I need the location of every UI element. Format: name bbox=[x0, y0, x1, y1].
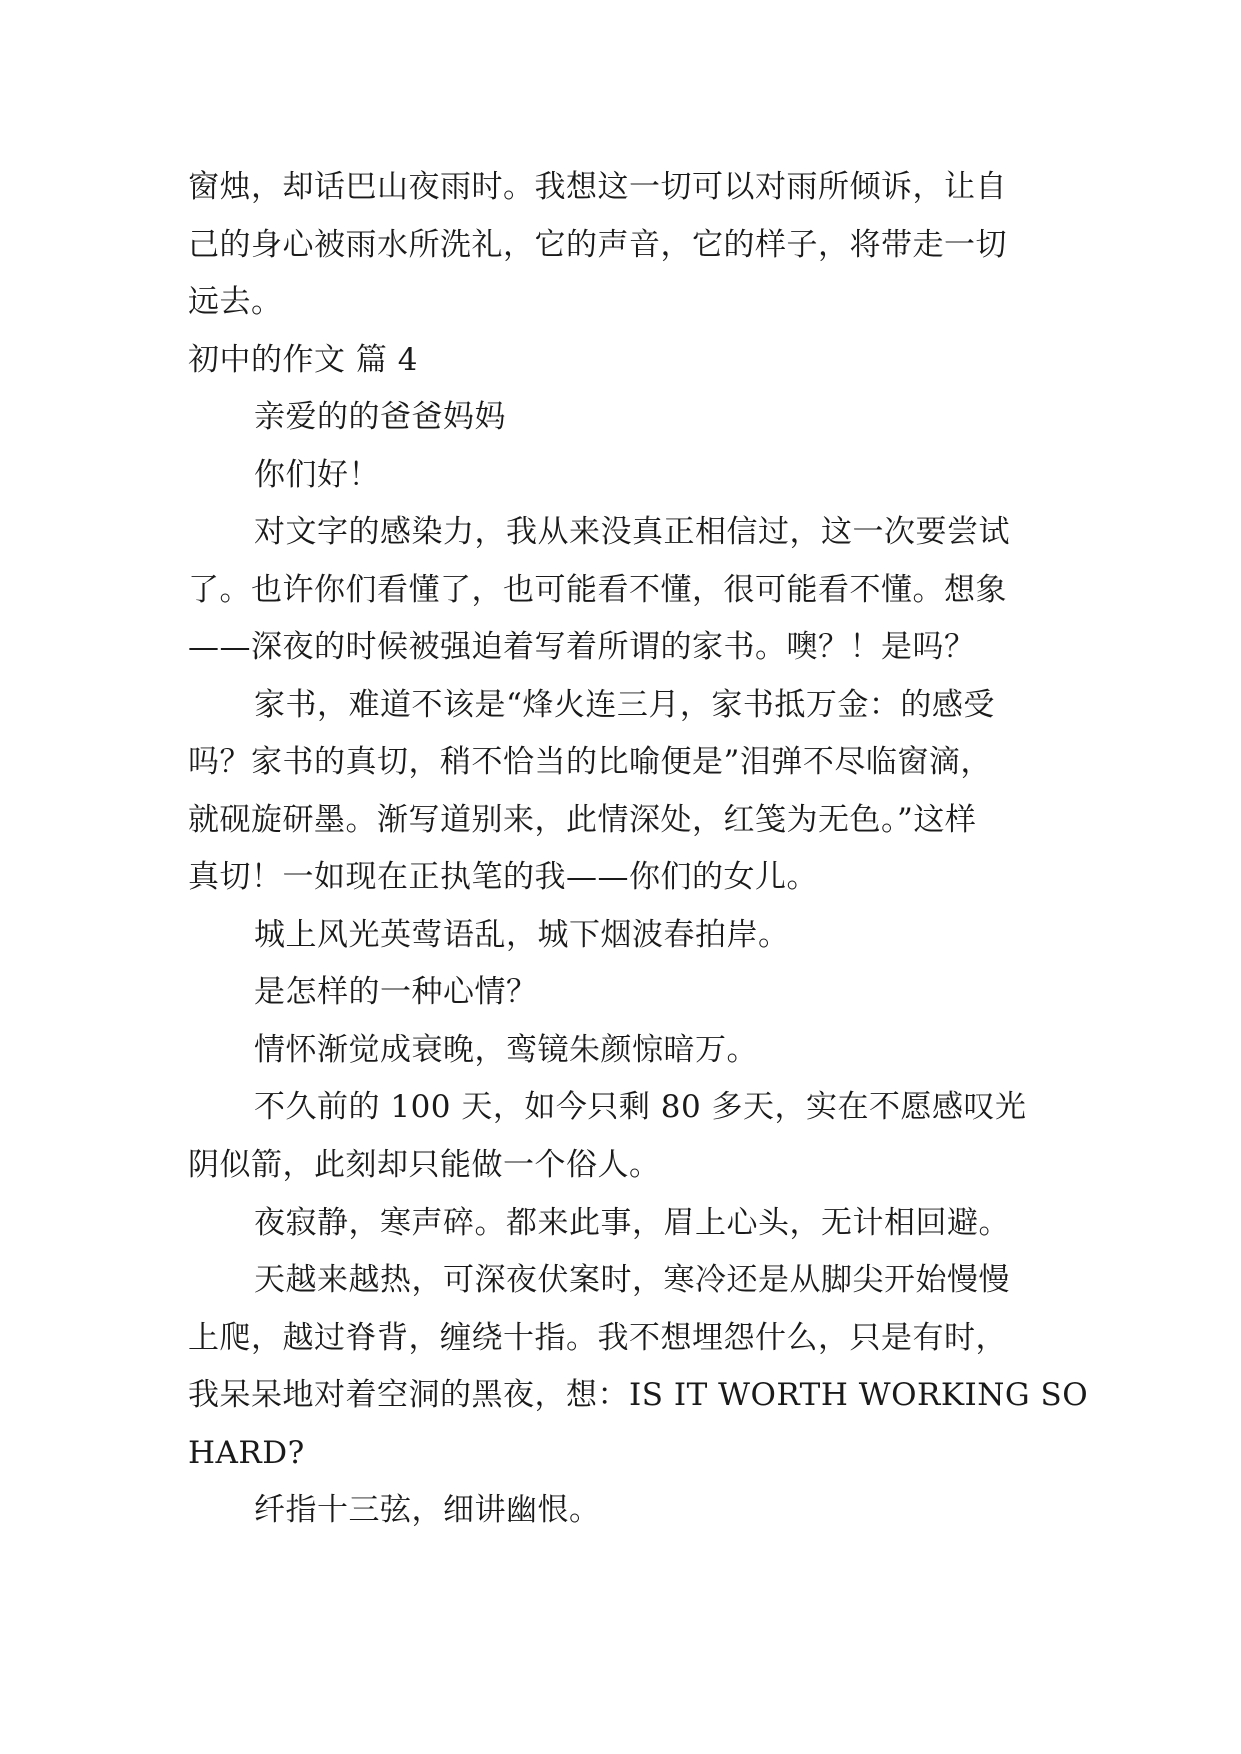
text-line: 阴似箭，此刻却只能做一个俗人。 bbox=[188, 1147, 661, 1183]
text-line: 了。也许你们看懂了，也可能看不懂，很可能看不懂。想象 bbox=[188, 572, 1007, 608]
section-heading: 初中的作文 篇 4 bbox=[188, 342, 418, 378]
text-line: 就砚旋研墨。渐写道别来，此情深处，红笺为无色。”这样 bbox=[188, 802, 977, 838]
text-line: 对文字的感染力，我从来没真正相信过，这一次要尝试 bbox=[254, 514, 1010, 550]
text-line: 上爬，越过脊背，缠绕十指。我不想埋怨什么，只是有时， bbox=[188, 1320, 1007, 1356]
text-line: 情怀渐觉成衰晚，鸾镜朱颜惊暗万。 bbox=[254, 1032, 758, 1068]
text-line: 夜寂静，寒声碎。都来此事，眉上心头，无计相回避。 bbox=[254, 1205, 1010, 1241]
greeting: 你们好！ bbox=[254, 457, 380, 493]
salutation: 亲爱的的爸爸妈妈 bbox=[254, 399, 506, 435]
text-line: 窗烛，却话巴山夜雨时。我想这一切可以对雨所倾诉，让自 bbox=[188, 169, 1007, 205]
text-line: 不久前的 100 天，如今只剩 80 多天，实在不愿感叹光 bbox=[254, 1089, 1027, 1125]
text-line: 我呆呆地对着空洞的黑夜，想：IS IT WORTH WORKING SO bbox=[188, 1377, 1089, 1413]
text-line: 纤指十三弦，细讲幽恨。 bbox=[254, 1492, 601, 1528]
text-line: 是怎样的一种心情？ bbox=[254, 974, 538, 1010]
text-line: 己的身心被雨水所洗礼，它的声音，它的样子，将带走一切 bbox=[188, 227, 1007, 263]
text-line: ——深夜的时候被强迫着写着所谓的家书。噢？！是吗？ bbox=[188, 629, 976, 665]
text-line: 天越来越热，可深夜伏案时，寒冷还是从脚尖开始慢慢 bbox=[254, 1262, 1010, 1298]
text-line: 家书，难道不该是“烽火连三月，家书抵万金：的感受 bbox=[254, 687, 995, 723]
text-line: 吗？家书的真切，稍不恰当的比喻便是”泪弹不尽临窗滴， bbox=[188, 744, 992, 780]
text-line: 城上风光英莺语乱，城下烟波春拍岸。 bbox=[254, 917, 790, 953]
text-line: HARD? bbox=[188, 1435, 305, 1471]
text-line: 真切！一如现在正执笔的我——你们的女儿。 bbox=[188, 859, 818, 895]
text-line: 远去。 bbox=[188, 284, 283, 320]
